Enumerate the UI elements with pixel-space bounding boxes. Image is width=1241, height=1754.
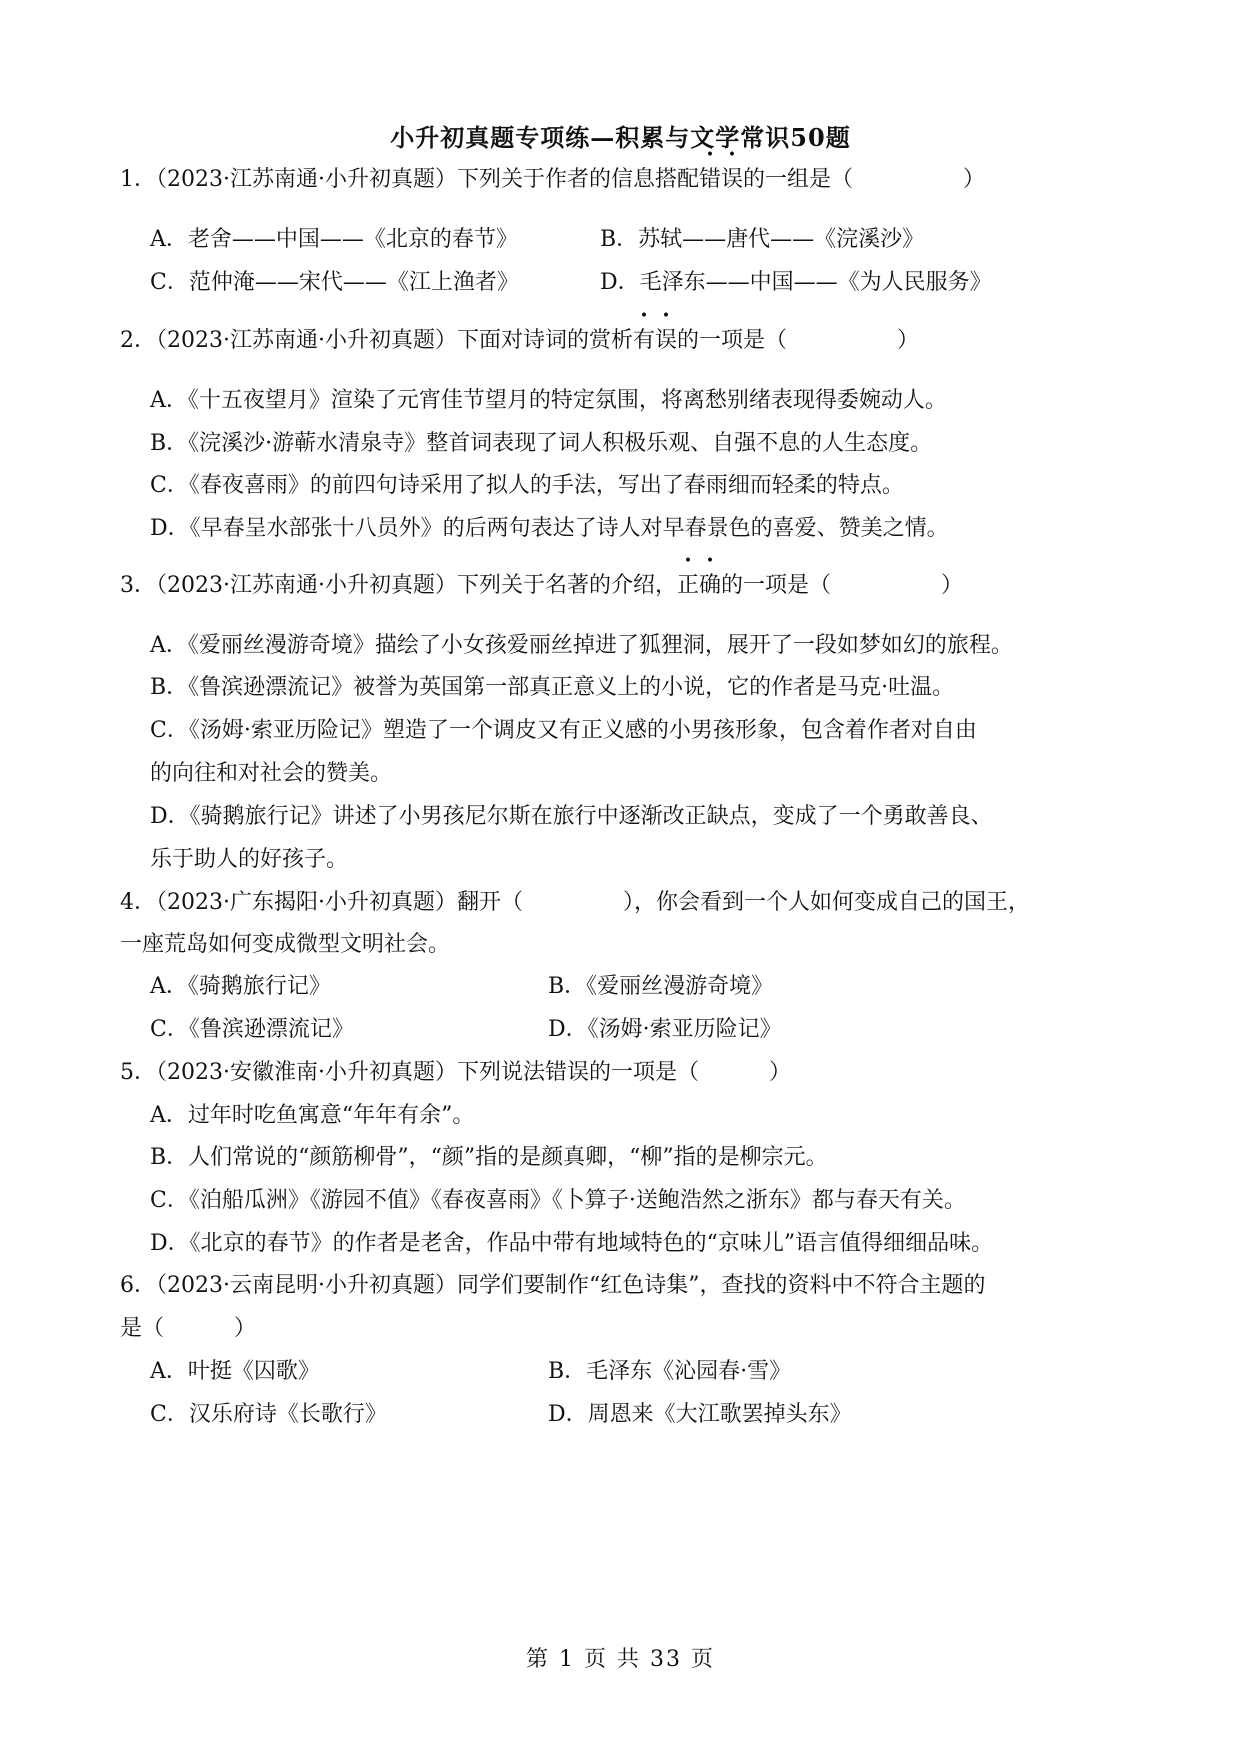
option bbox=[548, 972, 773, 1002]
option-text: 毛泽东《沁园春·雪》 bbox=[586, 1359, 792, 1384]
option bbox=[150, 673, 954, 703]
question-4-stem bbox=[120, 888, 1030, 918]
option-label: C． bbox=[150, 1188, 189, 1213]
emphasis-char: 正 bbox=[676, 573, 699, 598]
question-5-stem bbox=[120, 1058, 791, 1088]
option-label: C． bbox=[150, 1402, 189, 1427]
bracket-close: ） bbox=[963, 167, 986, 192]
option bbox=[600, 268, 992, 298]
option-text: 老舍——中国——《北京的春节》 bbox=[187, 227, 518, 252]
page-footer: 第 1 页 共 33 页 bbox=[526, 1647, 715, 1672]
emphasis-char: 错 bbox=[698, 167, 721, 192]
option-label: D． bbox=[548, 1017, 588, 1042]
option-text: 《十五夜望月》渲染了元宵佳节望月的特定氛围，将离愁别绪表现得委婉动人。 bbox=[187, 388, 947, 413]
option-label: A． bbox=[150, 1103, 188, 1128]
option-label: C． bbox=[150, 718, 189, 743]
option-continuation: 乐于助人的好孩子。 bbox=[150, 847, 349, 872]
question-4-continuation: 一座荒岛如何变成微型文明社会。 bbox=[120, 932, 451, 957]
option-label: A． bbox=[150, 1359, 188, 1384]
question-text: 是（ bbox=[120, 1316, 165, 1341]
bracket-close: ） bbox=[234, 1316, 257, 1341]
option-text: 《北京的春节》的作者是老舍，作品中带有地域特色的“京味儿”语言值得细细品味。 bbox=[189, 1231, 994, 1256]
option bbox=[150, 1357, 320, 1387]
option-label: B． bbox=[150, 675, 189, 700]
option bbox=[548, 1357, 791, 1387]
emphasis-char: 确 bbox=[699, 573, 722, 598]
option-continuation: 的向往和对社会的赞美。 bbox=[150, 761, 393, 786]
question-number: 3． bbox=[120, 573, 156, 598]
option bbox=[150, 471, 904, 501]
option bbox=[150, 268, 519, 298]
question-number: 6． bbox=[120, 1273, 156, 1298]
question-number: 2． bbox=[120, 328, 156, 353]
option-label: B． bbox=[600, 227, 639, 252]
emphasis-char: 误 bbox=[655, 328, 678, 353]
question-number: 1． bbox=[120, 167, 156, 192]
option-text: 《春夜喜雨》的前四句诗采用了拟人的手法，写出了春雨细而轻柔的特点。 bbox=[188, 473, 904, 498]
option-label: A． bbox=[150, 227, 188, 252]
option bbox=[600, 225, 924, 255]
question-3-stem bbox=[120, 571, 963, 601]
question-text: （2023·江苏南通·小升初真题）下列关于作者的信息搭配 bbox=[156, 167, 699, 192]
option-text: 《鲁滨逊漂流记》被誉为英国第一部真正意义上的小说，它的作者是马克·吐温。 bbox=[188, 675, 955, 700]
question-text: （2023·江苏南通·小升初真题）下面对诗词的赏析 bbox=[156, 328, 633, 353]
option-text: 人们常说的“颜筋柳骨”，“颜”指的是颜真卿，“柳”指的是柳宗元。 bbox=[188, 1145, 828, 1170]
option-label: A． bbox=[150, 974, 188, 999]
option bbox=[150, 1229, 993, 1259]
emphasis-char: 误 bbox=[721, 167, 744, 192]
option-label: B． bbox=[548, 974, 587, 999]
option-text: 《爱丽丝漫游奇境》描绘了小女孩爱丽丝掉进了狐狸洞，展开了一段如梦如幻的旅程。 bbox=[187, 633, 1013, 658]
option bbox=[150, 514, 949, 544]
option bbox=[150, 1015, 354, 1045]
option bbox=[150, 972, 331, 1002]
option-label: A． bbox=[150, 388, 188, 413]
option-text: 范仲淹——宋代——《江上渔者》 bbox=[188, 270, 519, 295]
option-label: D． bbox=[150, 516, 190, 541]
question-2-stem bbox=[120, 326, 919, 356]
question-number: 5． bbox=[120, 1060, 156, 1085]
option bbox=[150, 631, 1013, 661]
question-text: 的一项是（ bbox=[677, 328, 788, 353]
document-title: 小升初真题专项练—积累与文学常识50题 bbox=[390, 123, 851, 152]
option-text: 《鲁滨逊漂流记》 bbox=[188, 1017, 354, 1042]
option bbox=[150, 1143, 828, 1173]
option-text: 《汤姆·索亚历险记》 bbox=[587, 1017, 782, 1042]
emphasis-char: 有 bbox=[632, 328, 655, 353]
bracket-close: ） bbox=[897, 328, 920, 353]
option-text: 《早春呈水部张十八员外》的后两句表达了诗人对早春景色的喜爱、赞美之情。 bbox=[189, 516, 949, 541]
option-label: D． bbox=[150, 804, 190, 829]
question-text: （2023·广东揭阳·小升初真题）翻开（ bbox=[156, 890, 523, 915]
question-6-continuation bbox=[120, 1314, 256, 1344]
option-text: 《汤姆·索亚历险记》塑造了一个调皮又有正义感的小男孩形象，包含着作者对自由 bbox=[188, 718, 977, 743]
option-text: 周恩来《大江歌罢掉头东》 bbox=[587, 1402, 852, 1427]
option-label: D． bbox=[548, 1402, 588, 1427]
option-label: D． bbox=[600, 270, 640, 295]
question-text: 的一项是（ bbox=[721, 573, 832, 598]
option bbox=[150, 1101, 474, 1131]
question-number: 4． bbox=[120, 890, 156, 915]
option-text: 苏轼——唐代——《浣溪沙》 bbox=[638, 227, 925, 252]
option-text: 《骑鹅旅行记》讲述了小男孩尼尔斯在旅行中逐渐改正缺点，变成了一个勇敢善良、 bbox=[189, 804, 993, 829]
question-text: （2023·安徽淮南·小升初真题）下列说法错误的一项是（ bbox=[156, 1060, 699, 1085]
option bbox=[150, 716, 977, 746]
option bbox=[150, 1186, 966, 1216]
option-label: B． bbox=[150, 431, 189, 456]
option-label: B． bbox=[548, 1359, 587, 1384]
option-text: 《爱丽丝漫游奇境》 bbox=[586, 974, 774, 999]
option-text: 汉乐府诗《长歌行》 bbox=[188, 1402, 387, 1427]
option-text: 《骑鹅旅行记》 bbox=[187, 974, 331, 999]
option-label: A． bbox=[150, 633, 188, 658]
option bbox=[150, 386, 947, 416]
option-text: 叶挺《囚歌》 bbox=[187, 1359, 320, 1384]
option-text: 《泊船瓜洲》《游园不值》《春夜喜雨》《卜算子·送鲍浩然之浙东》都与春天有关。 bbox=[188, 1188, 966, 1213]
option-text: 毛泽东——中国——《为人民服务》 bbox=[639, 270, 992, 295]
question-text: 的一组是（ bbox=[743, 167, 854, 192]
option bbox=[150, 802, 993, 832]
option bbox=[150, 429, 932, 459]
option-label: D． bbox=[150, 1231, 190, 1256]
option-text: 《浣溪沙·游蕲水清泉寺》整首词表现了词人积极乐观、自强不息的人生态度。 bbox=[188, 431, 933, 456]
option bbox=[150, 225, 518, 255]
question-text: （2023·云南昆明·小升初真题）同学们要制作“红色诗集”，查找的资料中不符合主题的 bbox=[156, 1273, 986, 1298]
option-label: B． bbox=[150, 1145, 189, 1170]
option bbox=[150, 1400, 387, 1430]
bracket-close: ） bbox=[941, 573, 964, 598]
option bbox=[548, 1015, 782, 1045]
question-6-stem bbox=[120, 1271, 985, 1301]
question-text: ），你会看到一个人如何变成自己的国王， bbox=[622, 890, 1030, 915]
option-text: 过年时吃鱼寓意“年年有余”。 bbox=[187, 1103, 475, 1128]
bracket-close: ） bbox=[768, 1060, 791, 1085]
question-1-stem bbox=[120, 165, 985, 195]
option-label: C． bbox=[150, 270, 189, 295]
option-label: C． bbox=[150, 473, 189, 498]
option bbox=[548, 1400, 852, 1430]
question-text: （2023·江苏南通·小升初真题）下列关于名著的介绍， bbox=[156, 573, 677, 598]
option-label: C． bbox=[150, 1017, 189, 1042]
